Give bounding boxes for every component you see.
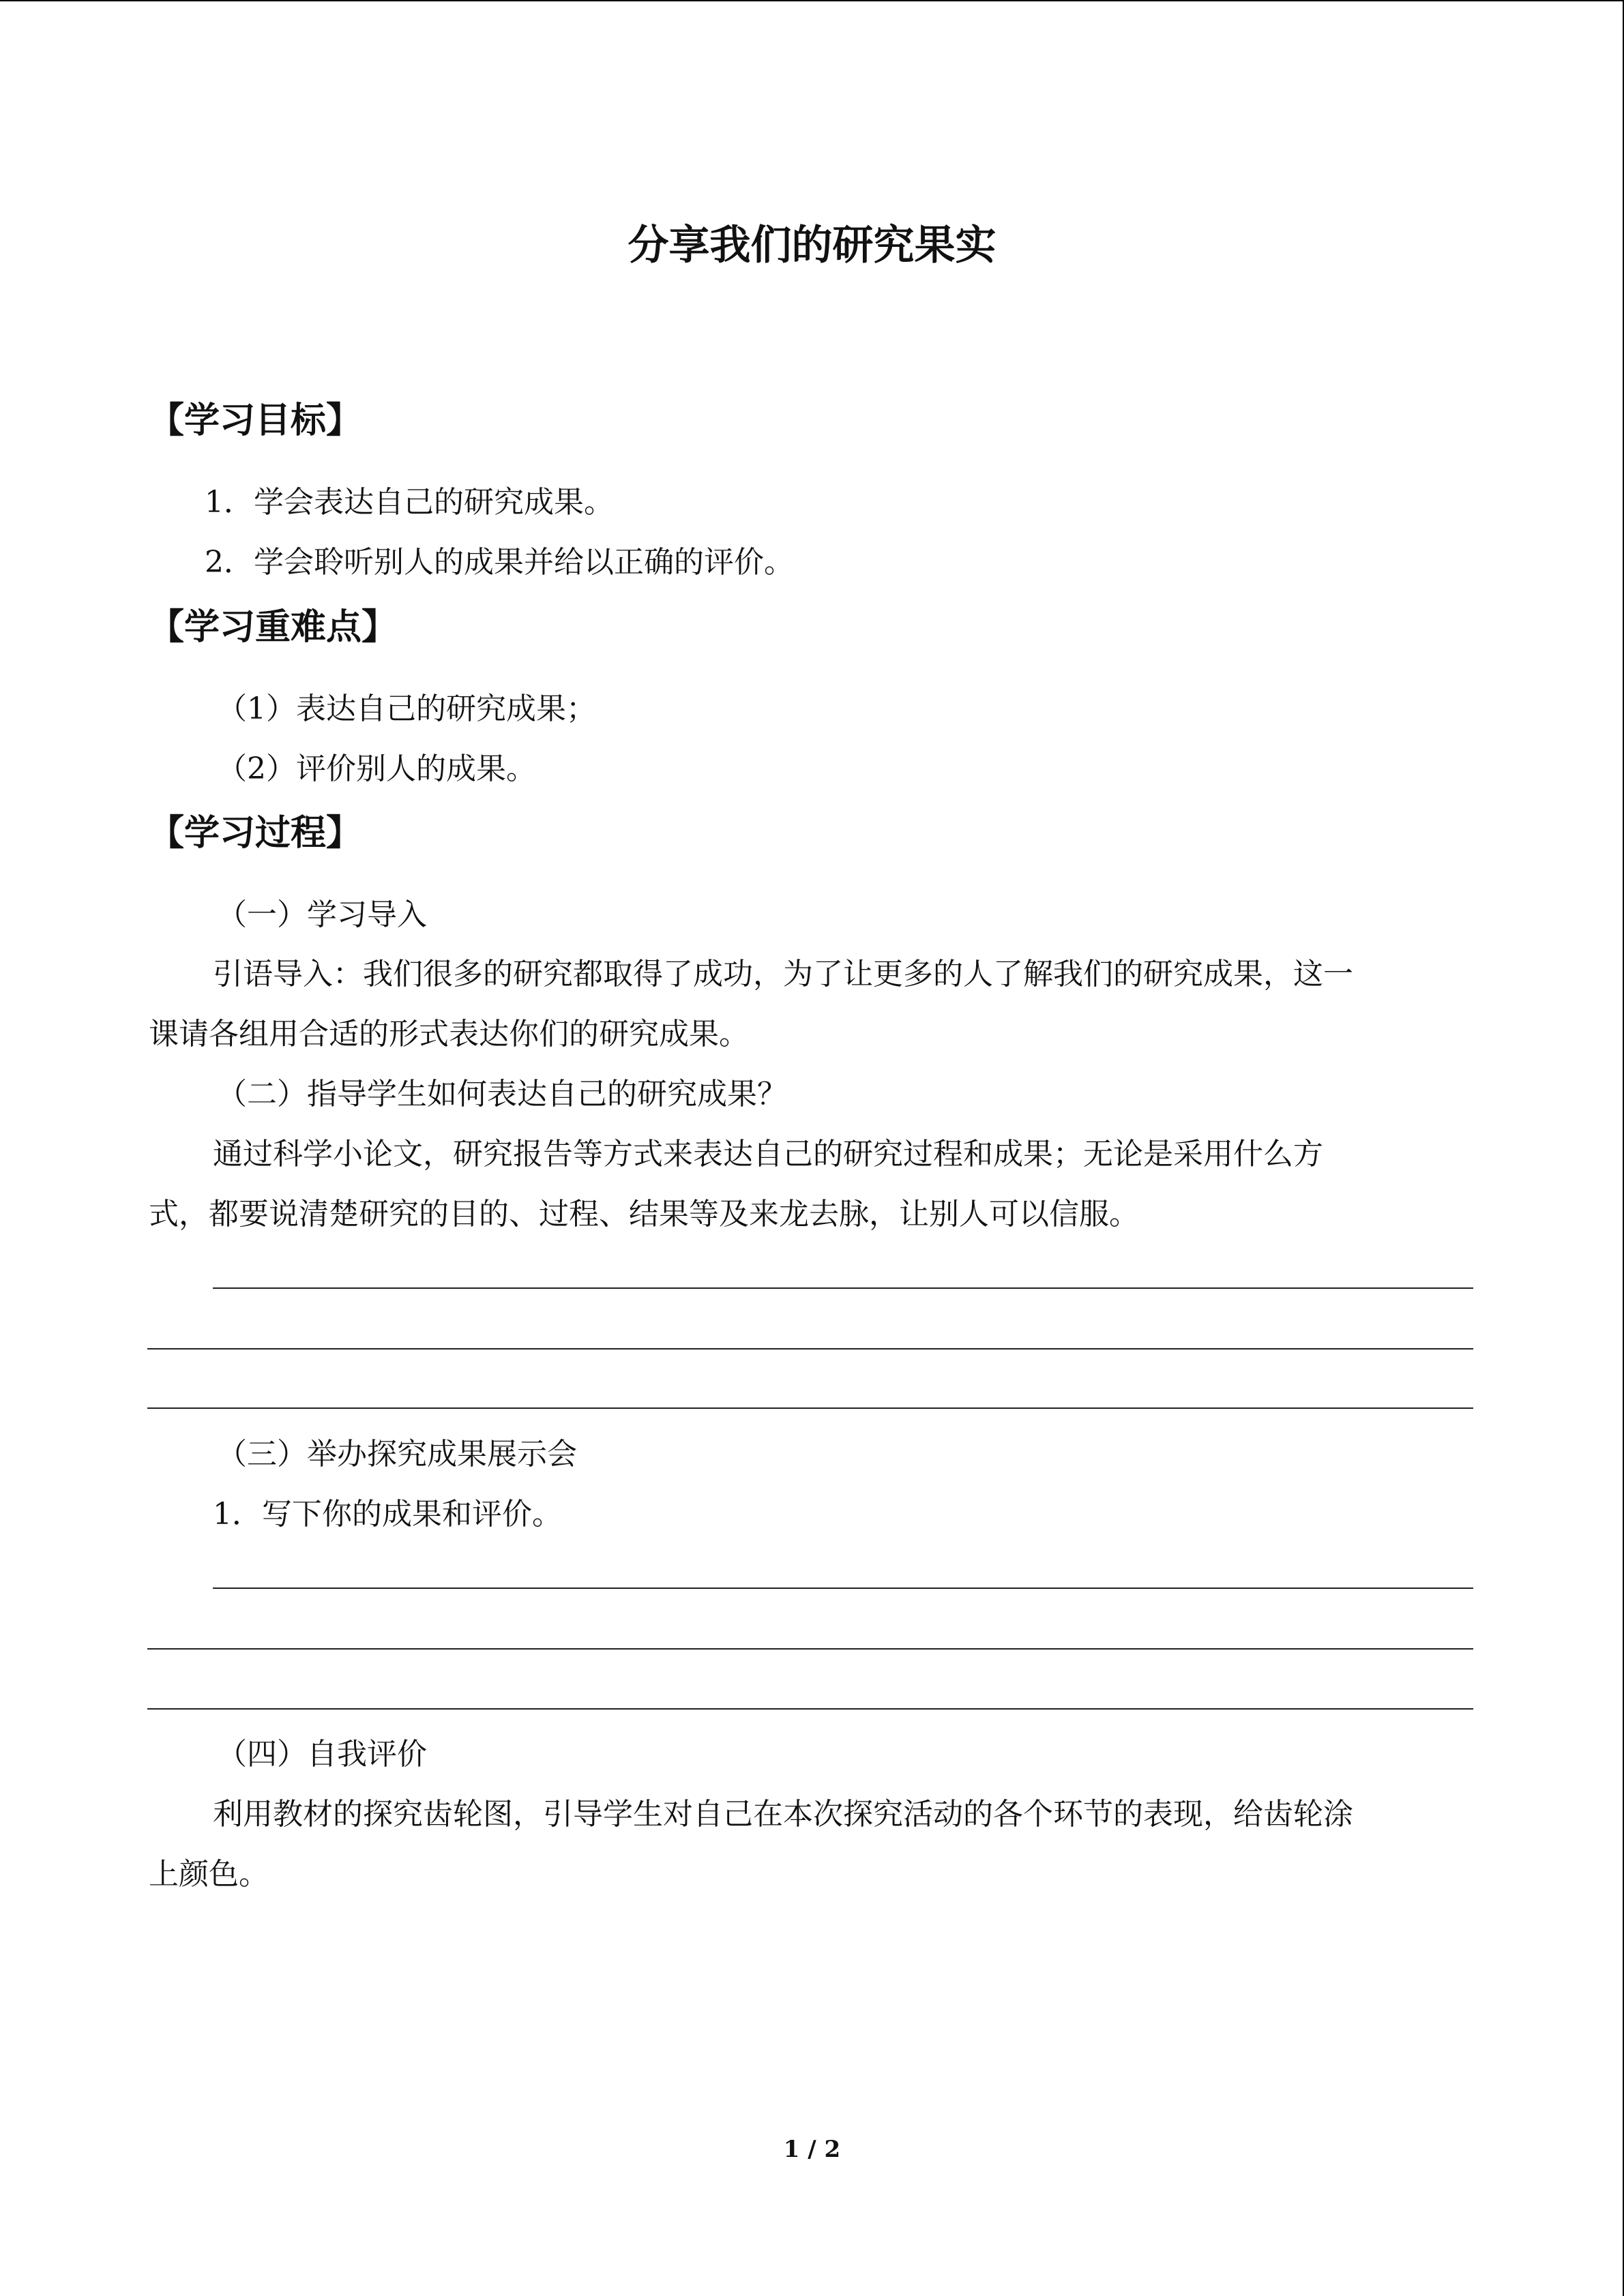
heading-learning-goals: 【学习目标】: [149, 400, 362, 441]
part3-item-1: 1．写下你的成果和评价。: [213, 1497, 562, 1532]
part2-paragraph-line1: 通过科学小论文，研究报告等方式来表达自己的研究过程和成果；无论是采用什么方: [213, 1137, 1323, 1172]
answer-line[interactable]: [147, 1407, 1473, 1409]
page-number: 1 / 2: [783, 2136, 841, 2163]
part1-paragraph-line2: 课请各组用合适的形式表达你们的研究成果。: [149, 1017, 749, 1052]
part1-paragraph-line1: 引语导入：我们很多的研究都取得了成功，为了让更多的人了解我们的研究成果，这一: [213, 957, 1353, 992]
part2-paragraph-line2: 式，都要说清楚研究的目的、过程、结果等及来龙去脉，让别人可以信服。: [149, 1197, 1139, 1232]
answer-line[interactable]: [213, 1287, 1473, 1289]
part3-title: （三）举办探究成果展示会: [217, 1437, 577, 1472]
answer-line[interactable]: [147, 1648, 1473, 1650]
goal-item-2: 2．学会聆听别人的成果并给以正确的评价。: [205, 545, 794, 580]
answer-line[interactable]: [213, 1587, 1473, 1589]
goal-item-1: 1．学会表达自己的研究成果。: [205, 485, 614, 520]
answer-line[interactable]: [147, 1708, 1473, 1710]
part4-paragraph-line1: 利用教材的探究齿轮图，引导学生对自己在本次探究活动的各个环节的表现，给齿轮涂: [213, 1797, 1353, 1832]
answer-line[interactable]: [147, 1348, 1473, 1350]
part4-paragraph-line2: 上颜色。: [149, 1857, 269, 1892]
part1-title: （一）学习导入: [217, 897, 427, 932]
part2-title: （二）指导学生如何表达自己的研究成果？: [217, 1077, 787, 1112]
key-point-2: （2）评价别人的成果。: [217, 751, 536, 786]
heading-key-points: 【学习重难点】: [149, 607, 398, 648]
heading-learning-process: 【学习过程】: [149, 813, 362, 854]
part4-title: （四）自我评价: [217, 1737, 427, 1772]
document-title: 分享我们的研究果实: [628, 222, 996, 269]
key-point-1: （1）表达自己的研究成果；: [217, 691, 596, 726]
